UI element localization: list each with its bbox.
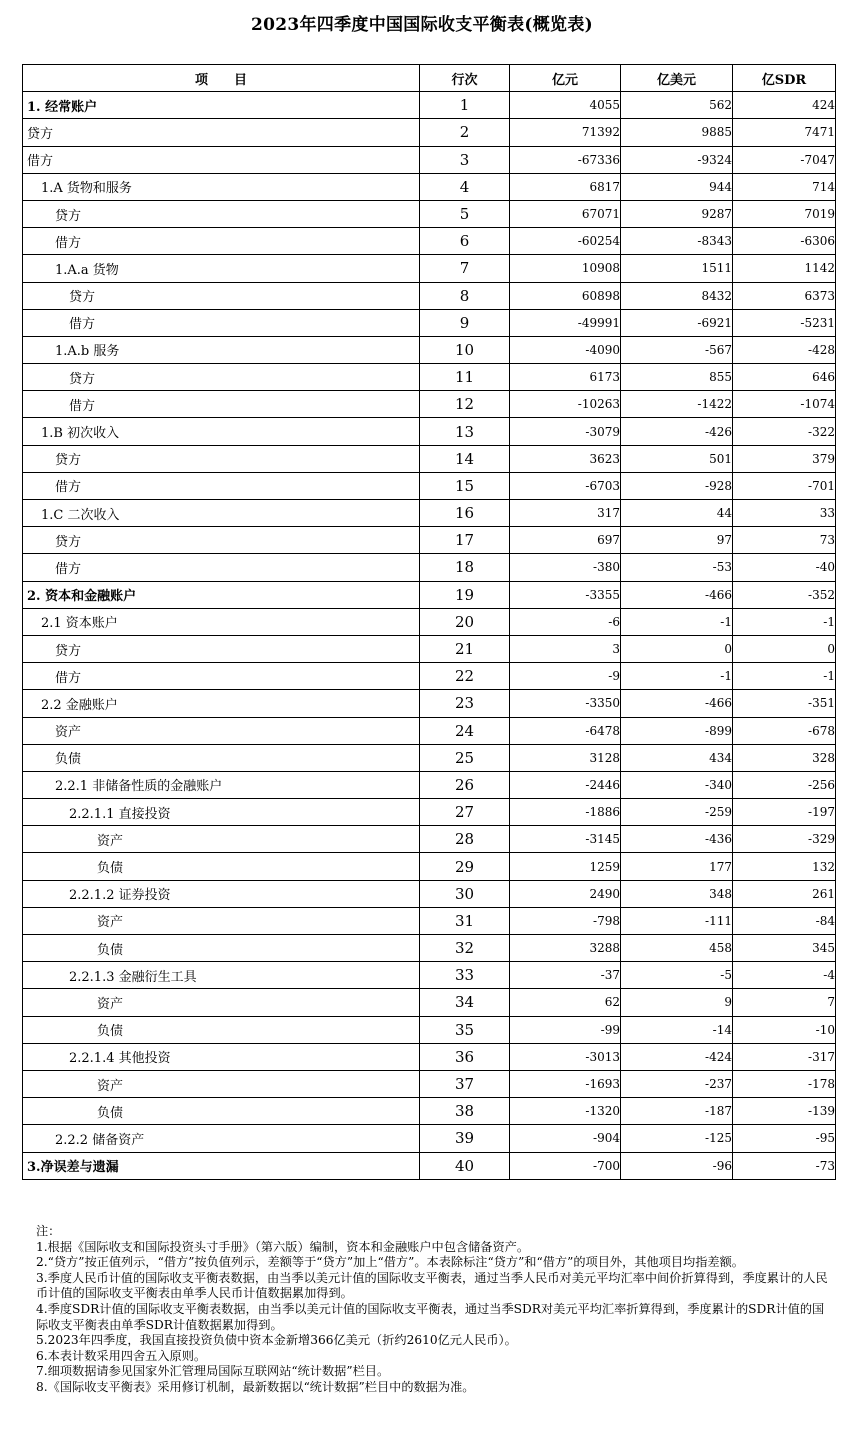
row-value-usd: -5 bbox=[621, 962, 733, 989]
table-row bbox=[23, 635, 836, 662]
row-value-sdr: -352 bbox=[733, 581, 836, 608]
row-label: 负债 bbox=[23, 1016, 420, 1043]
note-item: 1.根据《国际收支和国际投资头寸手册》（第六版）编制，资本和金融账户中包含储备资产。 bbox=[36, 1239, 530, 1254]
row-value-usd: 1511 bbox=[621, 255, 733, 282]
row-value-usd: -928 bbox=[621, 472, 733, 499]
row-value-cny: -1320 bbox=[510, 1098, 621, 1125]
row-line-number: 10 bbox=[420, 336, 510, 363]
table-row bbox=[23, 663, 836, 690]
table-row bbox=[23, 907, 836, 934]
table-row bbox=[23, 391, 836, 418]
row-value-sdr: 6373 bbox=[733, 282, 836, 309]
note-item: 5.2023年四季度，我国直接投资负债中资本金新增366亿美元（折约2610亿元人民币）。 bbox=[36, 1333, 517, 1348]
row-value-sdr: 261 bbox=[733, 880, 836, 907]
row-value-cny: -1886 bbox=[510, 799, 621, 826]
row-value-usd: -1 bbox=[621, 608, 733, 635]
table-row bbox=[23, 1152, 836, 1179]
table-row bbox=[23, 472, 836, 499]
row-line-number: 37 bbox=[420, 1070, 510, 1097]
note-item: 2.“贷方”按正值列示，“借方”按负值列示，差额等于“贷方”加上“借方”。本表除标注“贷方”和“借方”的项目外，其他项目均指差额。 bbox=[36, 1255, 744, 1270]
row-value-sdr: -701 bbox=[733, 472, 836, 499]
table-row bbox=[23, 255, 836, 282]
table-row bbox=[23, 690, 836, 717]
row-value-cny: -60254 bbox=[510, 228, 621, 255]
note-item: 7.细项数据请参见国家外汇管理局国际互联网站“统计数据”栏目。 bbox=[36, 1364, 390, 1379]
row-label: 3.净误差与遗漏 bbox=[23, 1152, 420, 1179]
row-line-number: 21 bbox=[420, 635, 510, 662]
row-value-cny: 6817 bbox=[510, 173, 621, 200]
row-value-sdr: 73 bbox=[733, 527, 836, 554]
row-value-sdr: -178 bbox=[733, 1070, 836, 1097]
table-row bbox=[23, 717, 836, 744]
page-title: 2023年四季度中国国际收支平衡表(概览表) bbox=[250, 15, 593, 35]
table-row bbox=[23, 1043, 836, 1070]
row-label: 借方 bbox=[23, 228, 420, 255]
row-value-usd: 562 bbox=[621, 92, 733, 119]
row-value-cny: 2490 bbox=[510, 880, 621, 907]
table-row bbox=[23, 799, 836, 826]
row-line-number: 22 bbox=[420, 663, 510, 690]
row-value-usd: 44 bbox=[621, 500, 733, 527]
row-label: 负债 bbox=[23, 935, 420, 962]
table-row bbox=[23, 771, 836, 798]
note-item: 6.本表计数采用四舍五入原则。 bbox=[36, 1348, 207, 1363]
row-label: 借方 bbox=[23, 309, 420, 336]
row-value-cny: -3079 bbox=[510, 418, 621, 445]
row-line-number: 28 bbox=[420, 826, 510, 853]
row-value-usd: -466 bbox=[621, 690, 733, 717]
row-label: 2. 资本和金融账户 bbox=[23, 581, 420, 608]
row-value-cny: 67071 bbox=[510, 200, 621, 227]
row-value-usd: -340 bbox=[621, 771, 733, 798]
row-line-number: 11 bbox=[420, 364, 510, 391]
row-value-usd: -426 bbox=[621, 418, 733, 445]
note-item: 3.季度人民币计值的国际收支平衡表数据，由当季以美元计值的国际收支平衡表，通过当季人民币对美元平均汇率中间价折算得到，季度累计的人民币计值的国际收支平衡表由单季人民币计值数据累加得到。 bbox=[36, 1270, 828, 1301]
row-label: 2.1 资本账户 bbox=[23, 608, 420, 635]
row-line-number: 33 bbox=[420, 962, 510, 989]
row-value-usd: 501 bbox=[621, 445, 733, 472]
row-value-sdr: 424 bbox=[733, 92, 836, 119]
row-value-sdr: -1 bbox=[733, 663, 836, 690]
row-value-usd: -8343 bbox=[621, 228, 733, 255]
row-value-cny: -1693 bbox=[510, 1070, 621, 1097]
row-value-cny: 3 bbox=[510, 635, 621, 662]
row-value-sdr: -95 bbox=[733, 1125, 836, 1152]
row-label: 资产 bbox=[23, 989, 420, 1016]
row-value-usd: 177 bbox=[621, 853, 733, 880]
row-line-number: 1 bbox=[420, 92, 510, 119]
row-value-sdr: 7 bbox=[733, 989, 836, 1016]
row-value-usd: 0 bbox=[621, 635, 733, 662]
row-line-number: 3 bbox=[420, 146, 510, 173]
header-line: 行次 bbox=[420, 65, 510, 92]
row-value-usd: 944 bbox=[621, 173, 733, 200]
row-value-usd: 855 bbox=[621, 364, 733, 391]
table-row bbox=[23, 880, 836, 907]
row-value-usd: 9287 bbox=[621, 200, 733, 227]
row-label: 借方 bbox=[23, 391, 420, 418]
row-value-usd: 458 bbox=[621, 935, 733, 962]
row-value-usd: -237 bbox=[621, 1070, 733, 1097]
row-value-usd: -53 bbox=[621, 554, 733, 581]
row-value-sdr: 714 bbox=[733, 173, 836, 200]
row-line-number: 19 bbox=[420, 581, 510, 608]
row-label: 借方 bbox=[23, 146, 420, 173]
row-value-cny: 697 bbox=[510, 527, 621, 554]
row-label: 借方 bbox=[23, 663, 420, 690]
row-line-number: 2 bbox=[420, 119, 510, 146]
row-value-sdr: 7019 bbox=[733, 200, 836, 227]
row-value-usd: 434 bbox=[621, 744, 733, 771]
row-value-sdr: -197 bbox=[733, 799, 836, 826]
row-line-number: 7 bbox=[420, 255, 510, 282]
row-value-cny: 10908 bbox=[510, 255, 621, 282]
row-value-cny: -380 bbox=[510, 554, 621, 581]
table-row bbox=[23, 826, 836, 853]
row-value-cny: -99 bbox=[510, 1016, 621, 1043]
row-line-number: 15 bbox=[420, 472, 510, 499]
table-row bbox=[23, 989, 836, 1016]
table-body bbox=[23, 92, 836, 1180]
table-header-row bbox=[23, 65, 836, 92]
notes bbox=[36, 1224, 836, 1396]
row-line-number: 40 bbox=[420, 1152, 510, 1179]
row-label: 资产 bbox=[23, 717, 420, 744]
row-value-sdr: -1074 bbox=[733, 391, 836, 418]
row-line-number: 17 bbox=[420, 527, 510, 554]
row-value-sdr: 132 bbox=[733, 853, 836, 880]
row-line-number: 4 bbox=[420, 173, 510, 200]
row-value-sdr: 328 bbox=[733, 744, 836, 771]
row-line-number: 38 bbox=[420, 1098, 510, 1125]
header-cny: 亿元 bbox=[510, 65, 621, 92]
row-label: 2.2.1.1 直接投资 bbox=[23, 799, 420, 826]
row-value-cny: 6173 bbox=[510, 364, 621, 391]
row-value-cny: -3013 bbox=[510, 1043, 621, 1070]
row-label: 贷方 bbox=[23, 527, 420, 554]
row-value-cny: -3145 bbox=[510, 826, 621, 853]
header-sdr: 亿SDR bbox=[733, 65, 836, 92]
row-line-number: 16 bbox=[420, 500, 510, 527]
row-label: 1.A.a 货物 bbox=[23, 255, 420, 282]
row-value-usd: -899 bbox=[621, 717, 733, 744]
row-label: 借方 bbox=[23, 554, 420, 581]
header-usd: 亿美元 bbox=[621, 65, 733, 92]
row-line-number: 31 bbox=[420, 907, 510, 934]
row-value-sdr: -6306 bbox=[733, 228, 836, 255]
row-value-usd: -6921 bbox=[621, 309, 733, 336]
row-value-sdr: 379 bbox=[733, 445, 836, 472]
row-value-cny: -700 bbox=[510, 1152, 621, 1179]
row-value-usd: -1422 bbox=[621, 391, 733, 418]
table-row bbox=[23, 92, 836, 119]
row-label: 资产 bbox=[23, 907, 420, 934]
table-row bbox=[23, 608, 836, 635]
row-value-sdr: -256 bbox=[733, 771, 836, 798]
row-label: 2.2.1.4 其他投资 bbox=[23, 1043, 420, 1070]
row-label: 2.2.2 储备资产 bbox=[23, 1125, 420, 1152]
row-label: 负债 bbox=[23, 744, 420, 771]
table-row bbox=[23, 173, 836, 200]
row-value-sdr: -329 bbox=[733, 826, 836, 853]
row-label: 1.B 初次收入 bbox=[23, 418, 420, 445]
table-row bbox=[23, 744, 836, 771]
row-line-number: 36 bbox=[420, 1043, 510, 1070]
table-row bbox=[23, 527, 836, 554]
row-label: 贷方 bbox=[23, 119, 420, 146]
row-value-cny: -3350 bbox=[510, 690, 621, 717]
row-value-cny: 317 bbox=[510, 500, 621, 527]
row-value-sdr: -317 bbox=[733, 1043, 836, 1070]
row-value-sdr: -73 bbox=[733, 1152, 836, 1179]
row-value-cny: -67336 bbox=[510, 146, 621, 173]
header-item: 项 目 bbox=[23, 65, 420, 92]
row-value-sdr: 345 bbox=[733, 935, 836, 962]
row-value-cny: -904 bbox=[510, 1125, 621, 1152]
table-row bbox=[23, 1070, 836, 1097]
row-label: 1.A 货物和服务 bbox=[23, 173, 420, 200]
row-label: 2.2 金融账户 bbox=[23, 690, 420, 717]
row-value-cny: -6 bbox=[510, 608, 621, 635]
table-row bbox=[23, 336, 836, 363]
row-value-sdr: -40 bbox=[733, 554, 836, 581]
row-line-number: 39 bbox=[420, 1125, 510, 1152]
row-line-number: 8 bbox=[420, 282, 510, 309]
table-row bbox=[23, 364, 836, 391]
row-value-usd: -111 bbox=[621, 907, 733, 934]
row-value-usd: 9 bbox=[621, 989, 733, 1016]
table-row bbox=[23, 581, 836, 608]
row-line-number: 14 bbox=[420, 445, 510, 472]
table-row bbox=[23, 554, 836, 581]
row-value-cny: -37 bbox=[510, 962, 621, 989]
row-value-sdr: -322 bbox=[733, 418, 836, 445]
row-value-sdr: 0 bbox=[733, 635, 836, 662]
row-value-cny: -9 bbox=[510, 663, 621, 690]
row-line-number: 32 bbox=[420, 935, 510, 962]
bop-table bbox=[22, 64, 836, 1180]
table-row bbox=[23, 282, 836, 309]
table-row bbox=[23, 1016, 836, 1043]
row-value-cny: -10263 bbox=[510, 391, 621, 418]
table-row bbox=[23, 935, 836, 962]
row-value-cny: -2446 bbox=[510, 771, 621, 798]
row-value-cny: -49991 bbox=[510, 309, 621, 336]
row-value-sdr: 7471 bbox=[733, 119, 836, 146]
row-value-sdr: -139 bbox=[733, 1098, 836, 1125]
row-value-sdr: -4 bbox=[733, 962, 836, 989]
row-value-sdr: 33 bbox=[733, 500, 836, 527]
row-line-number: 18 bbox=[420, 554, 510, 581]
row-line-number: 34 bbox=[420, 989, 510, 1016]
row-line-number: 20 bbox=[420, 608, 510, 635]
row-line-number: 9 bbox=[420, 309, 510, 336]
row-label: 借方 bbox=[23, 472, 420, 499]
row-value-usd: 97 bbox=[621, 527, 733, 554]
row-label: 资产 bbox=[23, 1070, 420, 1097]
row-value-usd: -187 bbox=[621, 1098, 733, 1125]
row-label: 贷方 bbox=[23, 364, 420, 391]
row-value-cny: -6703 bbox=[510, 472, 621, 499]
row-value-sdr: -1 bbox=[733, 608, 836, 635]
row-value-sdr: 646 bbox=[733, 364, 836, 391]
row-value-cny: -6478 bbox=[510, 717, 621, 744]
row-value-sdr: -351 bbox=[733, 690, 836, 717]
table-row bbox=[23, 146, 836, 173]
row-line-number: 13 bbox=[420, 418, 510, 445]
row-value-usd: -567 bbox=[621, 336, 733, 363]
row-value-cny: 3623 bbox=[510, 445, 621, 472]
row-value-usd: 8432 bbox=[621, 282, 733, 309]
row-line-number: 12 bbox=[420, 391, 510, 418]
row-value-cny: 1259 bbox=[510, 853, 621, 880]
row-value-cny: 3128 bbox=[510, 744, 621, 771]
row-label: 负债 bbox=[23, 853, 420, 880]
row-label: 资产 bbox=[23, 826, 420, 853]
row-line-number: 5 bbox=[420, 200, 510, 227]
row-value-usd: -96 bbox=[621, 1152, 733, 1179]
row-line-number: 23 bbox=[420, 690, 510, 717]
row-value-usd: -1 bbox=[621, 663, 733, 690]
row-value-usd: -466 bbox=[621, 581, 733, 608]
row-label: 贷方 bbox=[23, 282, 420, 309]
table-row bbox=[23, 962, 836, 989]
row-value-sdr: -428 bbox=[733, 336, 836, 363]
note-item: 4.季度SDR计值的国际收支平衡表数据，由当季以美元计值的国际收支平衡表，通过当季SDR对美元平均汇率折算得到，季度累计的SDR计值的国际收支平衡表由单季SDR计值数据累加得到。 bbox=[36, 1301, 825, 1332]
row-label: 贷方 bbox=[23, 200, 420, 227]
table-row bbox=[23, 309, 836, 336]
row-value-sdr: 1142 bbox=[733, 255, 836, 282]
table-row bbox=[23, 418, 836, 445]
table-row bbox=[23, 200, 836, 227]
table-row bbox=[23, 500, 836, 527]
row-label: 负债 bbox=[23, 1098, 420, 1125]
row-value-cny: -798 bbox=[510, 907, 621, 934]
row-line-number: 26 bbox=[420, 771, 510, 798]
row-label: 2.2.1.3 金融衍生工具 bbox=[23, 962, 420, 989]
row-value-cny: 60898 bbox=[510, 282, 621, 309]
row-value-cny: -3355 bbox=[510, 581, 621, 608]
row-value-usd: -424 bbox=[621, 1043, 733, 1070]
notes-heading: 注： bbox=[36, 1224, 61, 1238]
row-line-number: 24 bbox=[420, 717, 510, 744]
row-line-number: 25 bbox=[420, 744, 510, 771]
row-line-number: 29 bbox=[420, 853, 510, 880]
row-value-usd: -14 bbox=[621, 1016, 733, 1043]
row-value-cny: 71392 bbox=[510, 119, 621, 146]
row-value-sdr: -84 bbox=[733, 907, 836, 934]
row-value-usd: 9885 bbox=[621, 119, 733, 146]
row-line-number: 6 bbox=[420, 228, 510, 255]
row-value-usd: -125 bbox=[621, 1125, 733, 1152]
row-label: 1. 经常账户 bbox=[23, 92, 420, 119]
row-value-cny: -4090 bbox=[510, 336, 621, 363]
row-value-sdr: -10 bbox=[733, 1016, 836, 1043]
table-row bbox=[23, 119, 836, 146]
table-row bbox=[23, 1098, 836, 1125]
row-line-number: 30 bbox=[420, 880, 510, 907]
row-line-number: 35 bbox=[420, 1016, 510, 1043]
row-label: 2.2.1 非储备性质的金融账户 bbox=[23, 771, 420, 798]
row-label: 1.C 二次收入 bbox=[23, 500, 420, 527]
row-value-sdr: -7047 bbox=[733, 146, 836, 173]
row-value-cny: 3288 bbox=[510, 935, 621, 962]
row-value-cny: 4055 bbox=[510, 92, 621, 119]
row-line-number: 27 bbox=[420, 799, 510, 826]
row-label: 1.A.b 服务 bbox=[23, 336, 420, 363]
row-value-sdr: -5231 bbox=[733, 309, 836, 336]
row-value-usd: -259 bbox=[621, 799, 733, 826]
row-label: 2.2.1.2 证券投资 bbox=[23, 880, 420, 907]
table-row bbox=[23, 853, 836, 880]
row-label: 贷方 bbox=[23, 635, 420, 662]
row-value-usd: -436 bbox=[621, 826, 733, 853]
row-value-usd: -9324 bbox=[621, 146, 733, 173]
row-value-sdr: -678 bbox=[733, 717, 836, 744]
table-row bbox=[23, 228, 836, 255]
row-value-cny: 62 bbox=[510, 989, 621, 1016]
table-row bbox=[23, 445, 836, 472]
row-value-usd: 348 bbox=[621, 880, 733, 907]
note-item: 8.《国际收支平衡表》采用修订机制，最新数据以“统计数据”栏目中的数据为准。 bbox=[36, 1379, 475, 1394]
table-row bbox=[23, 1125, 836, 1152]
row-label: 贷方 bbox=[23, 445, 420, 472]
